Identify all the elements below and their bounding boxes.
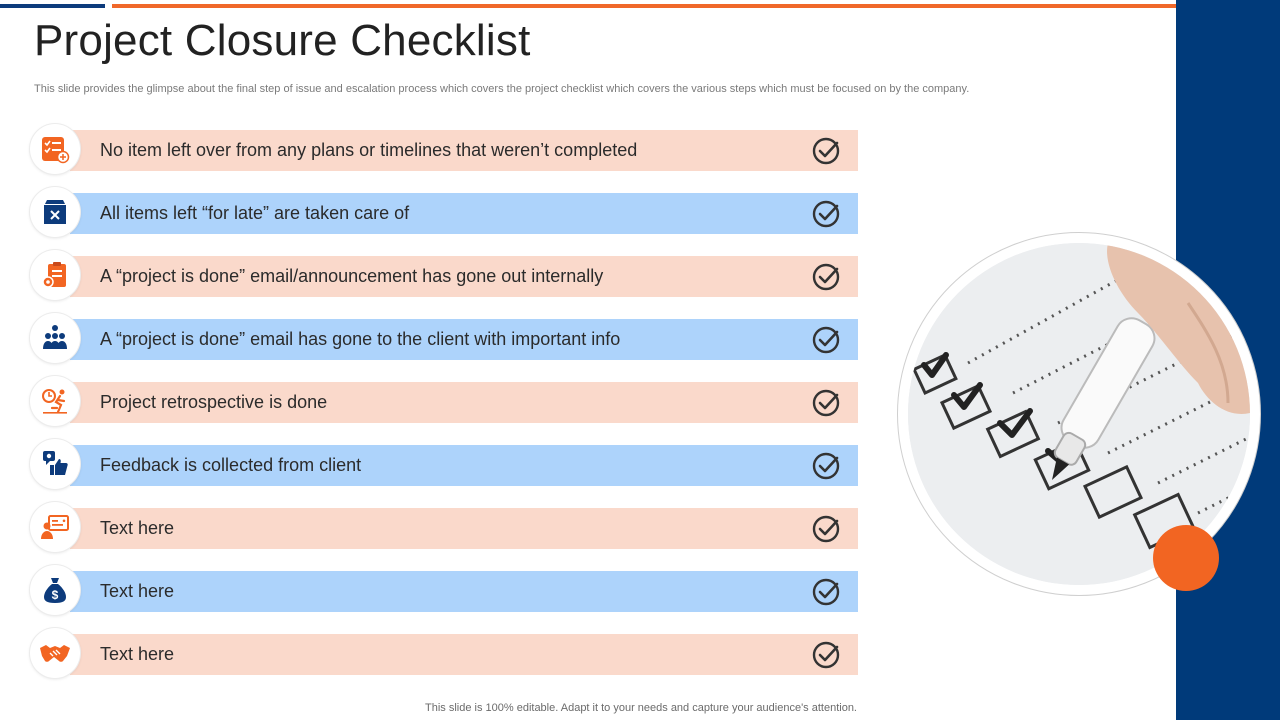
checkmark-circle-icon <box>812 136 842 166</box>
checklist-item <box>30 565 860 617</box>
svg-text:$: $ <box>51 588 59 602</box>
slide-subtitle: This slide provides the glimpse about the final step of issue and escalation process which covers the project checklist which covers the various steps which must be focused on by the company. <box>34 83 970 95</box>
checkmark-circle-icon <box>812 514 842 544</box>
checklist-item <box>30 187 860 239</box>
item-text: A “project is done” email/announcement has gone out internally <box>100 266 604 286</box>
checklist-icon <box>30 124 80 174</box>
runner-stopwatch-icon <box>30 376 80 426</box>
team-icon <box>30 313 80 363</box>
checklist-item <box>30 313 860 365</box>
checkmark-circle-icon <box>812 577 842 607</box>
top-accent-bar-blue <box>0 4 105 8</box>
item-text: All items left “for late” are taken care of <box>100 203 410 223</box>
checkmark-circle-icon <box>812 325 842 355</box>
item-text: A “project is done” email has gone to the client with important info <box>100 329 621 349</box>
checkmark-circle-icon <box>812 388 842 418</box>
item-text: No item left over from any plans or timelines that weren’t completed <box>100 140 638 160</box>
item-bar <box>70 508 858 549</box>
checklist-item <box>30 376 860 428</box>
item-bar <box>70 571 858 612</box>
item-text: Text here <box>100 581 175 601</box>
checklist-item <box>30 439 860 491</box>
top-accent-bar-orange <box>112 4 1176 8</box>
checkmark-circle-icon <box>812 199 842 229</box>
slide-title: Project Closure Checklist <box>34 16 531 65</box>
clipboard-gear-icon <box>30 250 80 300</box>
orange-accent-dot <box>1153 525 1219 591</box>
checkmark-circle-icon <box>812 451 842 481</box>
checklist-item <box>30 124 860 176</box>
presentation-user-icon <box>30 502 80 552</box>
item-text: Text here <box>100 644 175 664</box>
checkmark-circle-icon <box>812 262 842 292</box>
footer-note: This slide is 100% editable. Adapt it to your needs and capture your audience's attention. <box>425 702 857 714</box>
checklist-item <box>30 250 860 302</box>
package-box-icon <box>30 187 80 237</box>
handshake-icon <box>30 628 80 678</box>
item-text: Text here <box>100 518 175 538</box>
thumbs-up-feedback-icon <box>30 439 80 489</box>
item-text: Project retrospective is done <box>100 392 328 412</box>
item-text: Feedback is collected from client <box>100 455 362 475</box>
checklist-item <box>30 628 860 680</box>
item-bar <box>70 634 858 675</box>
checklist-item <box>30 502 860 554</box>
checkmark-circle-icon <box>812 640 842 670</box>
money-bag-icon <box>30 565 80 615</box>
